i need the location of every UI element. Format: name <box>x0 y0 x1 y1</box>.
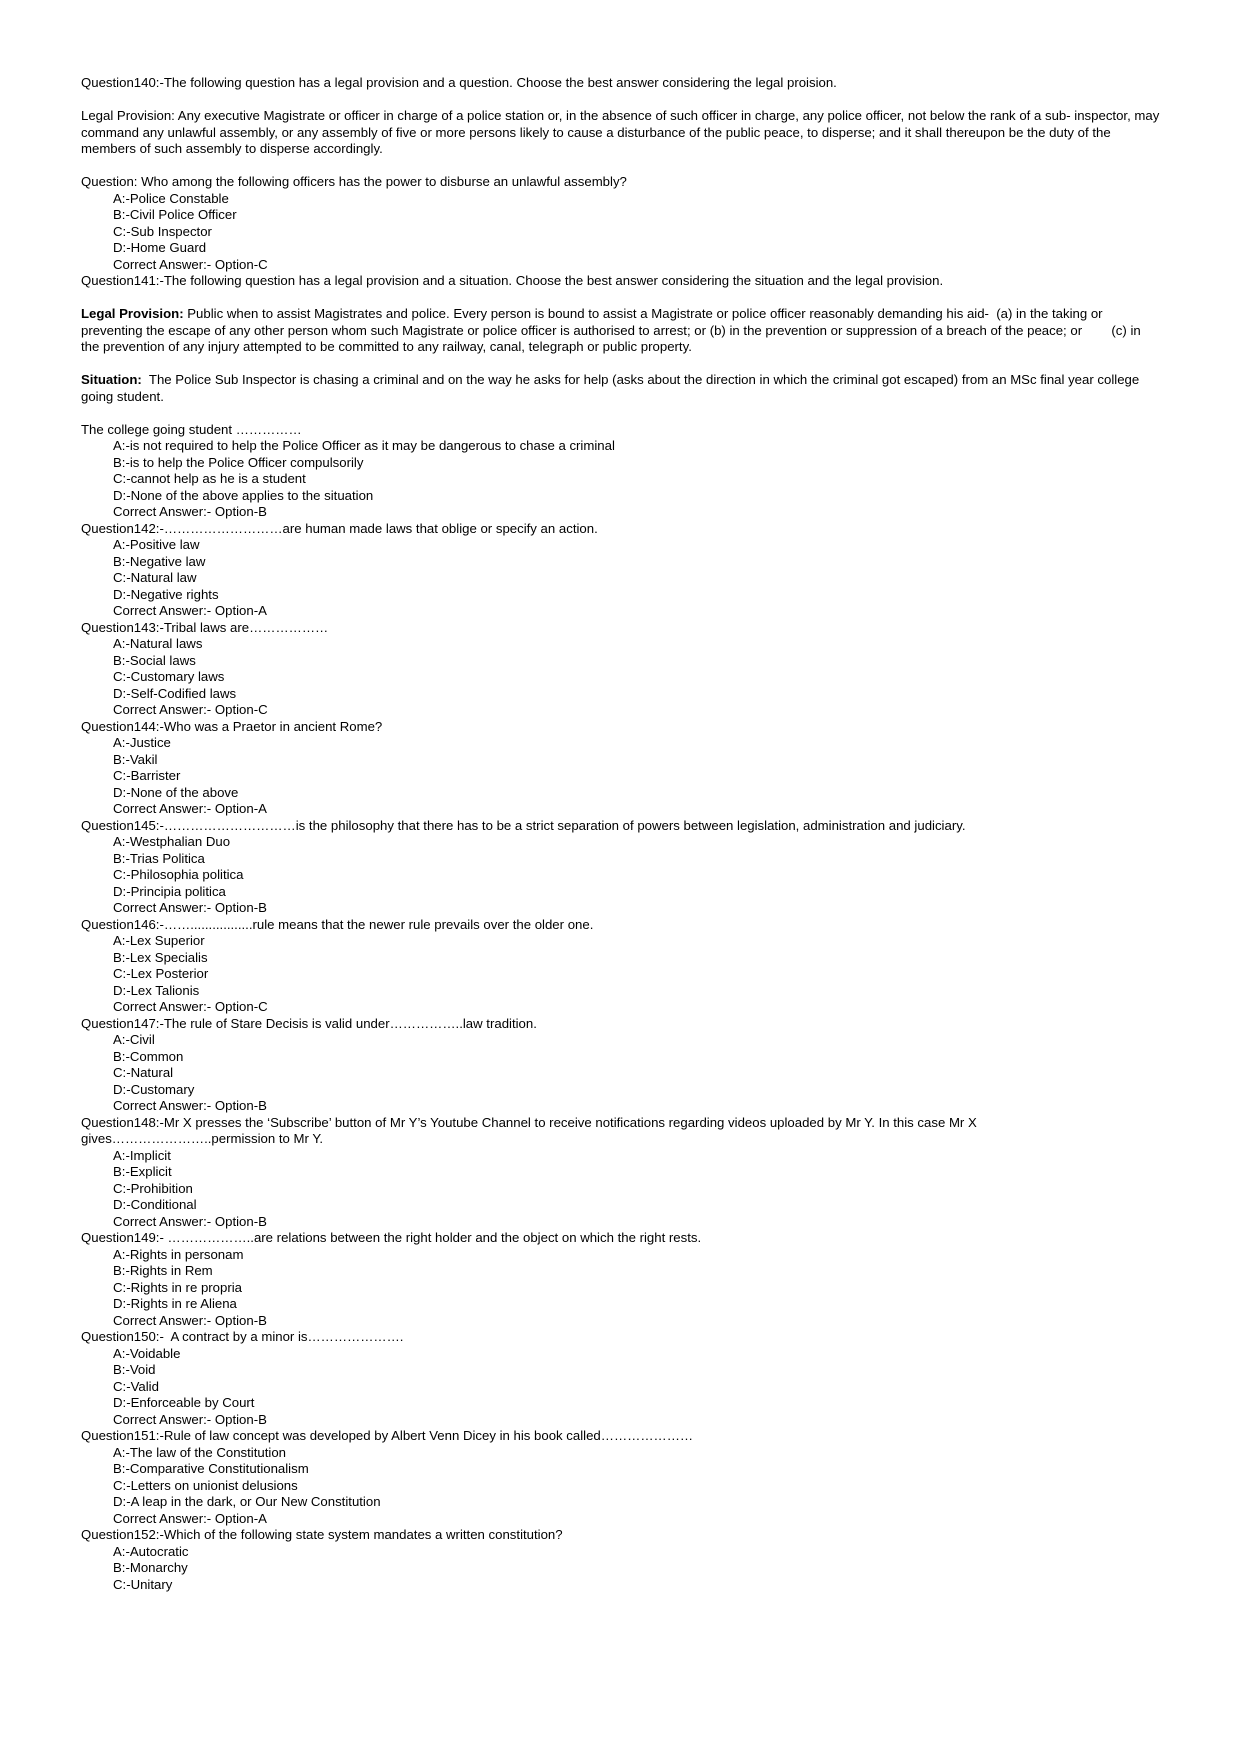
option-a: A:-Implicit <box>113 1147 171 1163</box>
option-c: C:-Philosophia politica <box>113 867 244 882</box>
option-c: C:-Unitary <box>113 1576 173 1592</box>
correct-answer: Correct Answer:- Option-B <box>113 1411 267 1427</box>
option-d: D:-Conditional <box>113 1197 197 1212</box>
question-149 <box>81 1230 1161 1329</box>
correct-answer: Correct Answer:- Option-C <box>113 999 268 1014</box>
option-d: D:-Enforceable by Court <box>113 1395 255 1410</box>
option-a: A:-The law of the Constitution <box>113 1444 286 1460</box>
option-c: C:-Letters on unionist delusions <box>113 1477 298 1493</box>
question-144 <box>81 719 1161 818</box>
question-150 <box>81 1329 1161 1428</box>
situation <box>81 372 1161 405</box>
option-c: C:-Valid <box>113 1378 159 1394</box>
correct-answer: Correct Answer:- Option-A <box>113 1510 267 1526</box>
correct-answer: Correct Answer:- Option-B <box>113 1098 267 1113</box>
question-title: Question148:-Mr X presses the ‘Subscribe’ button of Mr Y’s Youtube Channel to receive notifications regarding videos uploaded by Mr Y. In this case Mr X gives…………………..permission to Mr Y. <box>81 1114 981 1146</box>
option-c: C:-cannot help as he is a student <box>113 471 306 486</box>
option-a: A:-Lex Superior <box>113 933 205 948</box>
option-c: C:-Natural law <box>113 570 197 585</box>
legal-provision <box>81 306 1161 356</box>
option-d: D:-Rights in re Aliena <box>113 1296 237 1311</box>
option-b: B:-Rights in Rem <box>113 1263 213 1278</box>
option-a: A:-is not required to help the Police Officer as it may be dangerous to chase a criminal <box>113 438 615 453</box>
option-b: B:-Void <box>113 1362 156 1377</box>
option-b: B:-is to help the Police Officer compulsorily <box>113 454 364 470</box>
option-a: A:-Natural laws <box>113 636 203 651</box>
option-b: B:-Negative law <box>113 553 206 569</box>
option-d: D:-Customary <box>113 1081 195 1097</box>
correct-answer: Correct Answer:- Option-C <box>113 256 268 272</box>
option-a: A:-Autocratic <box>113 1543 189 1559</box>
option-b: B:-Trias Politica <box>113 850 205 866</box>
question-title: Question141:-The following question has a legal provision and a situation. Choose the best answer considering the situation and the legal provision. <box>81 273 944 288</box>
option-b: B:-Comparative Constitutionalism <box>113 1461 309 1476</box>
option-b: B:-Monarchy <box>113 1560 188 1575</box>
question-title: Question150:- A contract by a minor is…………………. <box>81 1329 404 1344</box>
option-a: A:-Rights in personam <box>113 1246 244 1262</box>
option-c: C:-Customary laws <box>113 669 225 684</box>
option-b: B:-Explicit <box>113 1164 172 1179</box>
option-d: D:-None of the above applies to the situation <box>113 487 374 503</box>
question-title: Question151:-Rule of law concept was developed by Albert Venn Dicey in his book called………………… <box>81 1428 694 1443</box>
question-title: Question146:-…….................rule means that the newer rule prevails over the older one. <box>81 916 594 932</box>
option-b: B:-Social laws <box>113 652 196 668</box>
option-c: C:-Prohibition <box>113 1180 193 1196</box>
option-c: C:-Sub Inspector <box>113 223 212 239</box>
correct-answer: Correct Answer:- Option-C <box>113 702 268 717</box>
question-text: The college going student …………… <box>81 421 302 437</box>
option-c: C:-Lex Posterior <box>113 966 209 981</box>
question-141 <box>81 273 1161 521</box>
option-d: D:-Self-Codified laws <box>113 685 237 701</box>
question-142 <box>81 521 1161 620</box>
legal-provision: Legal Provision: Any executive Magistrate or officer in charge of a police station or, in the absence of such officer in charge, any police officer, not below the rank of a sub- inspector, may command any unlawful assembly, or any assembly of five or more persons likely to cause a disturbance of the public peace, to disperse; and it shall thereupon be the duty of the members of such assembly to disperse accordingly. <box>81 108 1163 156</box>
option-d: D:-A leap in the dark, or Our New Constitution <box>113 1494 381 1509</box>
option-d: D:-None of the above <box>113 784 239 800</box>
question-text: Question: Who among the following officers has the power to disburse an unlawful assembly? <box>81 174 627 189</box>
question-147 <box>81 1016 1161 1115</box>
option-d: D:-Lex Talionis <box>113 982 200 998</box>
correct-answer: Correct Answer:- Option-A <box>113 801 267 816</box>
option-a: A:-Voidable <box>113 1345 181 1361</box>
question-148 <box>81 1115 1161 1231</box>
question-140 <box>81 75 1161 273</box>
option-c: C:-Barrister <box>113 768 181 783</box>
situation-label: Situation: <box>81 372 142 387</box>
option-d: D:-Negative rights <box>113 586 219 602</box>
option-a: A:-Justice <box>113 735 171 750</box>
question-title: Question144:-Who was a Praetor in ancient Rome? <box>81 718 383 734</box>
question-title: Question152:-Which of the following state system mandates a written constitution? <box>81 1527 563 1542</box>
option-a: A:-Positive law <box>113 537 200 552</box>
question-152 <box>81 1527 1161 1593</box>
option-c: C:-Rights in re propria <box>113 1279 242 1295</box>
correct-answer: Correct Answer:- Option-B <box>113 1312 267 1328</box>
question-145 <box>81 818 1161 917</box>
correct-answer: Correct Answer:- Option-B <box>113 504 267 519</box>
option-a: A:-Westphalian Duo <box>113 834 231 849</box>
question-title: Question143:-Tribal laws are……………… <box>81 619 329 635</box>
question-146 <box>81 917 1161 1016</box>
correct-answer: Correct Answer:- Option-A <box>113 603 267 618</box>
option-b: B:-Common <box>113 1048 184 1064</box>
option-c: C:-Natural <box>113 1065 174 1080</box>
option-a: A:-Civil <box>113 1032 155 1047</box>
option-d: D:-Home Guard <box>113 240 207 255</box>
question-title: Question149:- ………………..are relations between the right holder and the object on which the right rests. <box>81 1230 702 1245</box>
question-title: Question142:-………………………are human made laws that oblige or specify an action. <box>81 520 598 536</box>
correct-answer: Correct Answer:- Option-B <box>113 1213 267 1229</box>
question-title: Question140:-The following question has a legal provision and a question. Choose the best answer considering the legal proision. <box>81 75 837 90</box>
situation-text: The Police Sub Inspector is chasing a criminal and on the way he asks for help (asks about the direction in which the criminal got escaped) from an MSc final year college going student. <box>81 372 1143 404</box>
question-143 <box>81 620 1161 719</box>
document-page <box>81 75 1161 1593</box>
correct-answer: Correct Answer:- Option-B <box>113 900 267 915</box>
option-a: A:-Police Constable <box>113 190 229 206</box>
option-d: D:-Principia politica <box>113 883 226 899</box>
provision-label: Legal Provision: <box>81 306 184 321</box>
option-b: B:-Civil Police Officer <box>113 207 237 222</box>
question-151 <box>81 1428 1161 1527</box>
option-b: B:-Vakil <box>113 751 158 767</box>
question-title: Question147:-The rule of Stare Decisis is valid under……………..law tradition. <box>81 1015 537 1031</box>
question-title: Question145:-…………………………is the philosophy that there has to be a strict separation of powers between legislation, administration and judiciary. <box>81 817 966 833</box>
provision-text: Public when to assist Magistrates and police. Every person is bound to assist a Magistrate or police officer reasonably demanding his aid- (a) in the taking or preventing the escape of any other person whom such Magistrate or police officer is authorised to arrest; or (b) in the prevention or suppression of a breach of the peace; or (c) in the prevention of any injury attempted to be committed to any railway, canal, telegraph or public property. <box>81 306 1145 354</box>
option-b: B:-Lex Specialis <box>113 949 208 965</box>
